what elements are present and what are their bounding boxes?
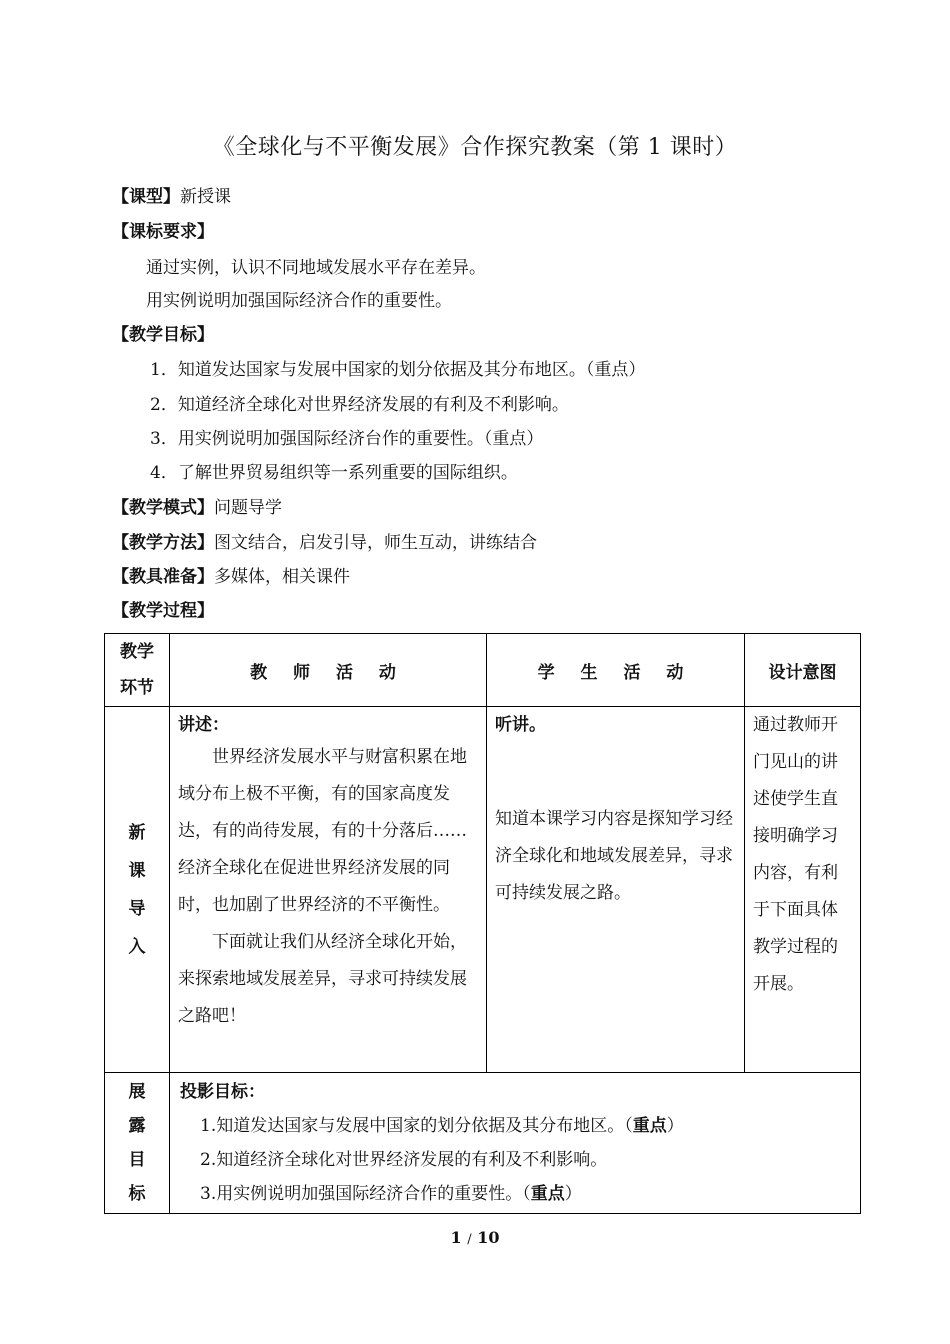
table-row bbox=[105, 1073, 861, 1214]
lesson-type-line bbox=[112, 185, 231, 209]
method-value: 图文结合，启发引导，师生互动，讲练结合 bbox=[214, 533, 537, 553]
total-pages: 10 bbox=[477, 1228, 500, 1247]
header-student: 学 生 活 动 bbox=[487, 634, 745, 707]
goal-key-marker: 重点 bbox=[530, 1184, 565, 1204]
document-title: 《全球化与不平衡发展》合作探究教案（第 1 课时） bbox=[212, 135, 738, 160]
intent-text: 通过教师开门见山的讲述使学生直接明确学习内容，有利于下面具体教学过程的开展。 bbox=[753, 715, 838, 994]
stage-char: 展 bbox=[128, 1082, 146, 1102]
design-intent bbox=[745, 707, 861, 1073]
teacher-paragraph-1: 世界经济发展水平与财富积累在地域分布上极不平衡，有的国家高度发达，有的尚待发展，有的十分落后……经济全球化在促进世界经济发展的同时，也加剧了世界经济的不平衡性。 bbox=[178, 747, 467, 915]
student-activity bbox=[487, 707, 745, 1073]
goal-item-4: 4．了解世界贸易组织等一系列重要的国际组织。 bbox=[150, 463, 518, 483]
header-stage-line2: 环节 bbox=[120, 678, 154, 698]
stage-char: 导 bbox=[128, 898, 146, 919]
mode-line bbox=[112, 496, 282, 520]
teacher-activity bbox=[170, 707, 487, 1073]
goal-text: 1.知道发达国家与发展中国家的划分依据及其分布地区。（ bbox=[200, 1116, 633, 1136]
goals-projection-heading: 投影目标： bbox=[180, 1082, 265, 1102]
table-row bbox=[105, 707, 861, 1073]
method-line bbox=[112, 531, 537, 555]
goals-heading bbox=[112, 323, 214, 347]
lesson-type-label: 【课型】 bbox=[112, 187, 180, 207]
stage-char: 标 bbox=[128, 1184, 146, 1204]
goal-key-marker: 重点 bbox=[632, 1116, 667, 1136]
table-header-row bbox=[105, 634, 861, 707]
process-label: 【教学过程】 bbox=[112, 601, 214, 621]
process-table bbox=[104, 633, 861, 1214]
projected-goals bbox=[170, 1073, 861, 1214]
projected-goal-3 bbox=[180, 1177, 850, 1211]
goal-item-2: 2．知道经济全球化对世界经济发展的有利及不利影响。 bbox=[150, 395, 569, 415]
teacher-heading: 讲述： bbox=[178, 715, 229, 735]
goal-item-1: 1．知道发达国家与发展中国家的划分依据及其分布地区。（重点） bbox=[150, 360, 646, 380]
tools-label: 【教具准备】 bbox=[112, 567, 214, 587]
projected-goal-2: 2.知道经济全球化对世界经济发展的有利及不利影响。 bbox=[200, 1150, 608, 1170]
goals-label: 【教学目标】 bbox=[112, 325, 214, 345]
stage-goals bbox=[105, 1073, 170, 1214]
header-stage-line1: 教学 bbox=[120, 642, 154, 662]
header-stage bbox=[105, 634, 170, 707]
tools-line bbox=[112, 565, 350, 589]
lesson-type-value: 新授课 bbox=[180, 187, 231, 207]
student-text: 知道本课学习内容是探知学习经济全球化和地域发展差异，寻求可持续发展之路。 bbox=[495, 809, 733, 903]
stage-char: 露 bbox=[128, 1116, 146, 1136]
current-page: 1 bbox=[450, 1228, 462, 1247]
goal-text-end: ） bbox=[564, 1184, 582, 1204]
standard-item-1: 通过实例，认识不同地域发展水平存在差异。 bbox=[146, 258, 486, 278]
page-number bbox=[0, 1228, 950, 1247]
mode-value: 问题导学 bbox=[214, 498, 282, 518]
standard-label: 【课标要求】 bbox=[112, 222, 214, 242]
student-heading: 听讲。 bbox=[495, 715, 546, 735]
header-intent: 设计意图 bbox=[745, 634, 861, 707]
goal-text: 3.用实例说明加强国际经济合作的重要性。（ bbox=[200, 1184, 531, 1204]
mode-label: 【教学模式】 bbox=[112, 498, 214, 518]
page-separator: / bbox=[467, 1232, 472, 1247]
teacher-paragraph-2: 下面就让我们从经济全球化开始，来探索地域发展差异，寻求可持续发展之路吧！ bbox=[178, 932, 467, 1026]
standard-item-2: 用实例说明加强国际经济合作的重要性。 bbox=[146, 291, 452, 311]
header-teacher: 教 师 活 动 bbox=[170, 634, 487, 707]
stage-char: 入 bbox=[128, 936, 146, 957]
goal-text-end: ） bbox=[666, 1116, 684, 1136]
goal-item-3: 3．用实例说明加强国际经济台作的重要性。（重点） bbox=[150, 429, 544, 449]
standard-heading bbox=[112, 220, 214, 244]
stage-char: 新 bbox=[128, 822, 146, 843]
method-label: 【教学方法】 bbox=[112, 533, 214, 553]
stage-char: 课 bbox=[128, 860, 146, 881]
stage-intro bbox=[105, 707, 170, 1073]
projected-goal-1 bbox=[180, 1109, 850, 1143]
process-heading bbox=[112, 599, 214, 623]
stage-char: 目 bbox=[128, 1150, 146, 1170]
tools-value: 多媒体，相关课件 bbox=[214, 567, 350, 587]
